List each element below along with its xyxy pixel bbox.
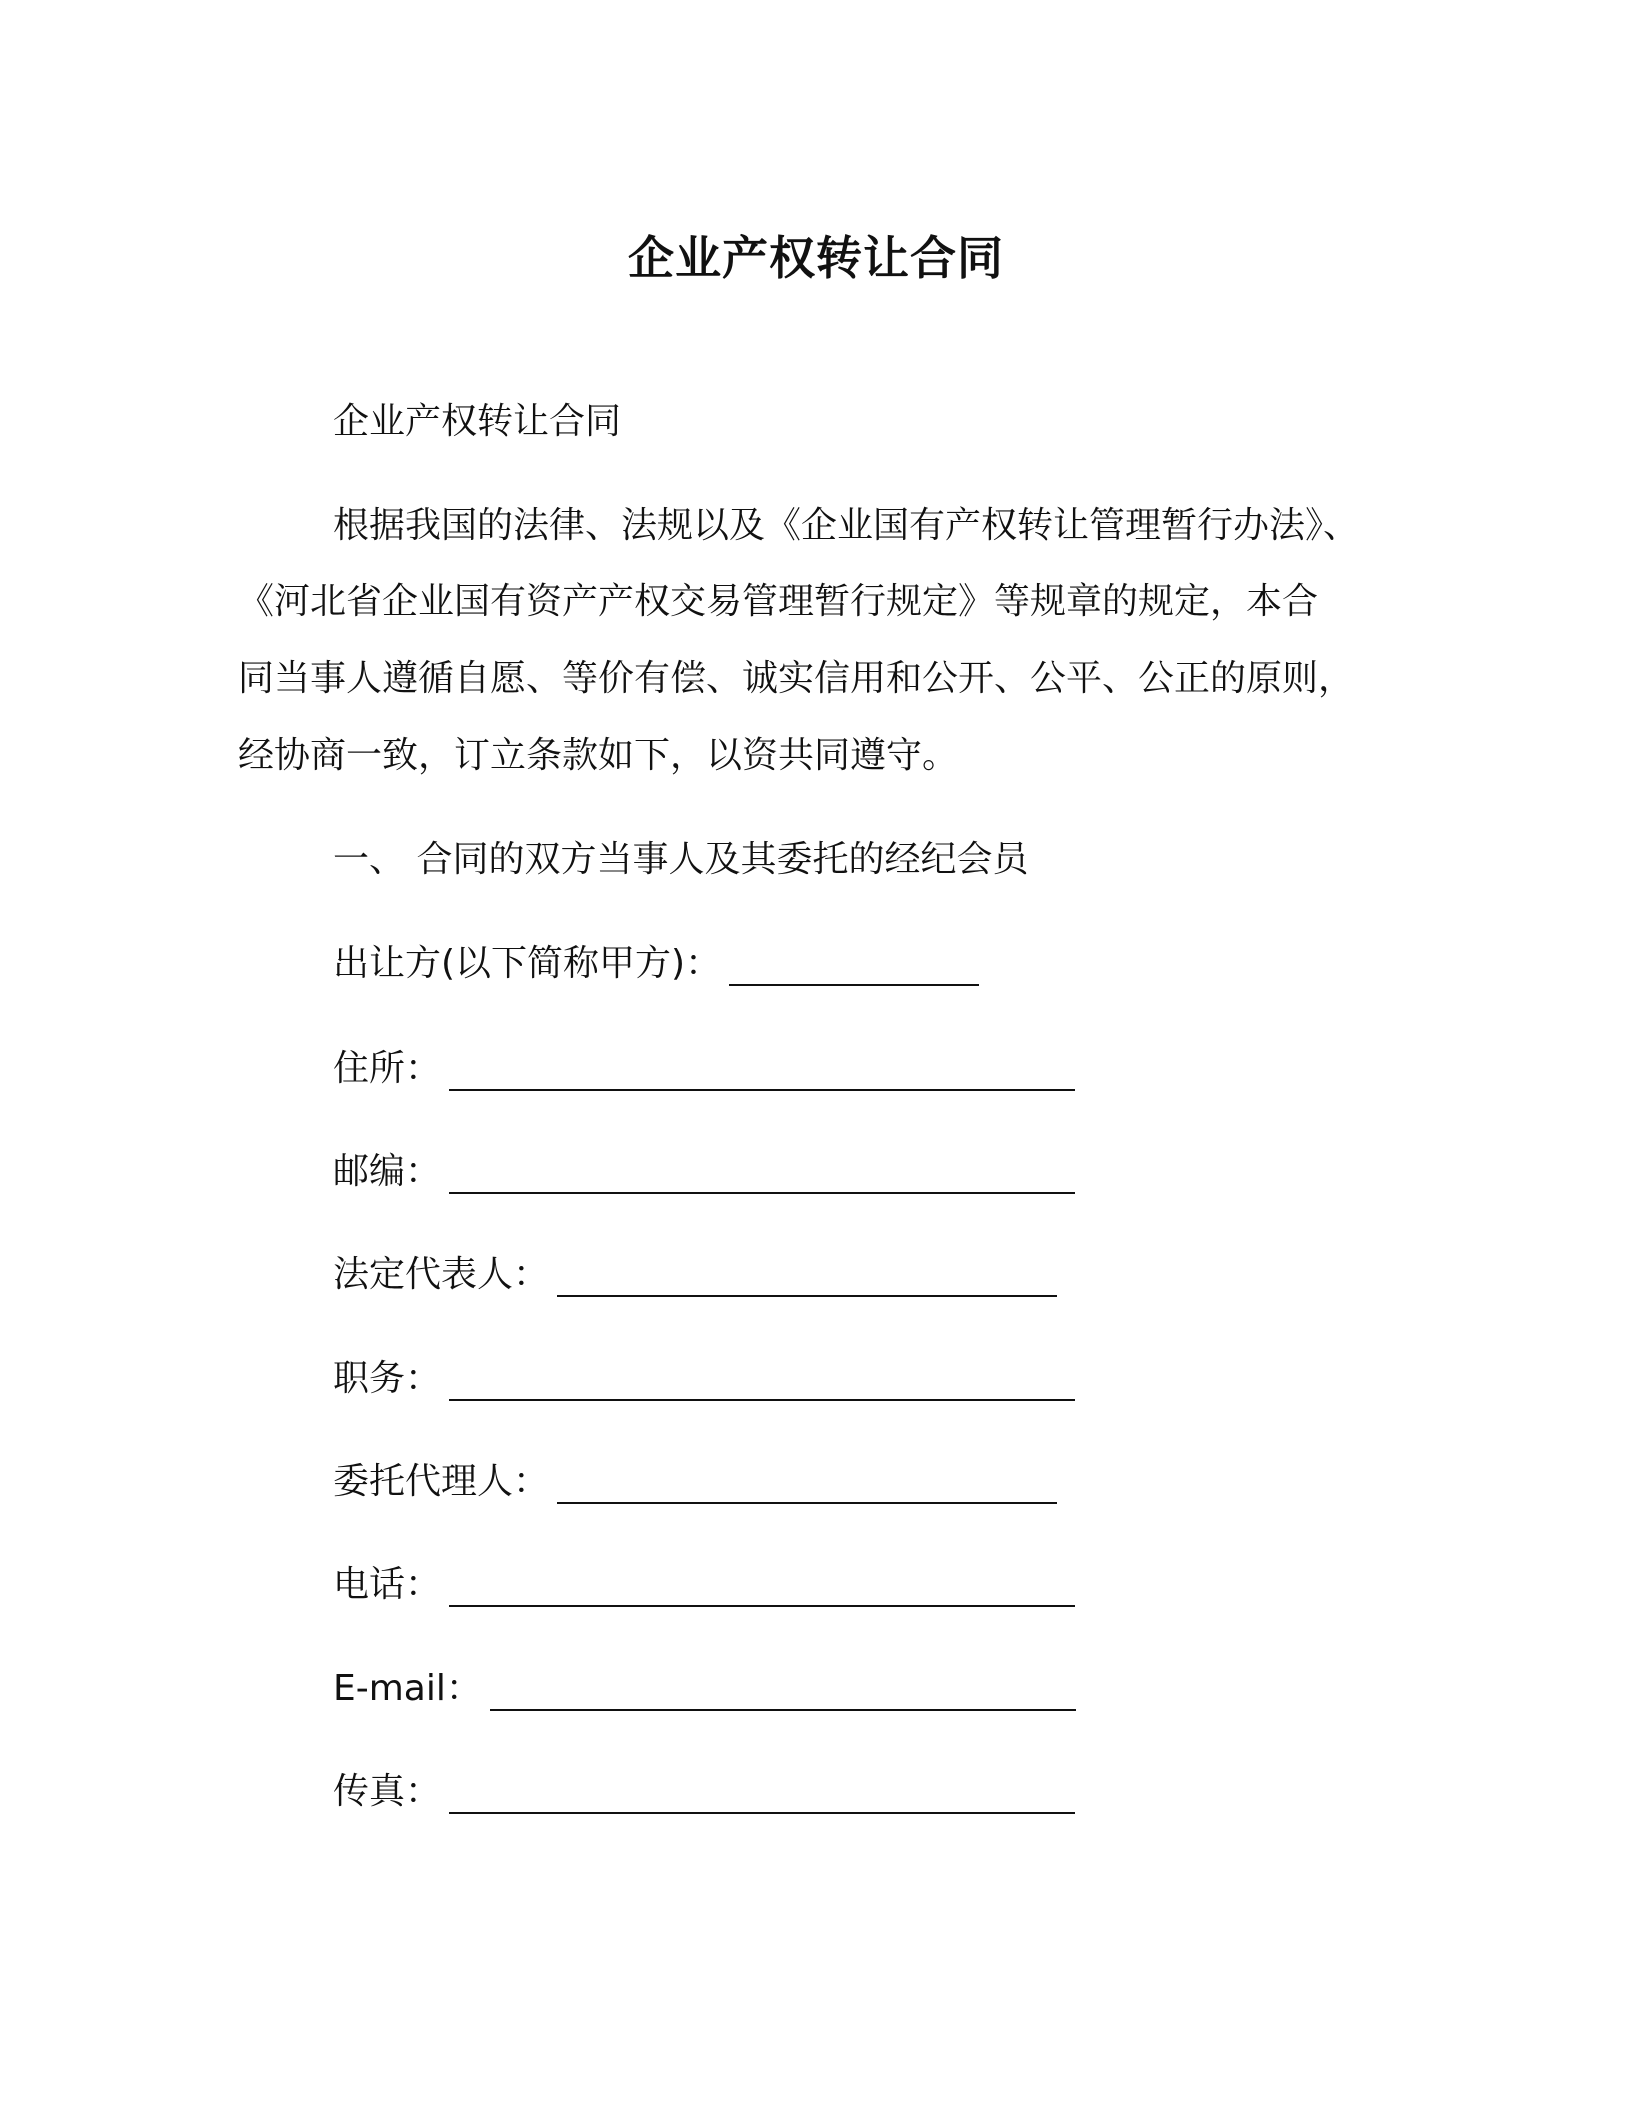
- field-label: 职务：: [333, 1358, 442, 1399]
- fill-in-blank[interactable]: [449, 1156, 1075, 1194]
- field-transferor: [333, 942, 979, 986]
- intro-paragraph-line-2: 《河北省企业国有资产产权交易管理暂行规定》等规章的规定，本合: [238, 581, 1319, 622]
- field-agent: [333, 1460, 1057, 1504]
- intro-paragraph-line-3: 同当事人遵循自愿、等价有偿、诚实信用和公开、公平、公正的原则，: [238, 658, 1355, 699]
- fill-in-blank[interactable]: [449, 1569, 1075, 1607]
- fill-in-blank[interactable]: [449, 1776, 1075, 1814]
- intro-paragraph-line-1: 根据我国的法律、法规以及《企业国有产权转让管理暂行办法》、: [333, 505, 1360, 546]
- fill-in-blank[interactable]: [449, 1363, 1075, 1401]
- field-label: 法定代表人：: [333, 1254, 550, 1295]
- fill-in-blank[interactable]: [490, 1673, 1076, 1711]
- field-email: [333, 1667, 1076, 1711]
- fill-in-blank[interactable]: [449, 1053, 1075, 1091]
- field-label: 电话：: [333, 1564, 442, 1605]
- section-heading: 一、 合同的双方当事人及其委托的经纪会员: [333, 839, 1029, 880]
- field-label: 出让方(以下简称甲方)：: [333, 943, 722, 984]
- field-fax: [333, 1770, 1075, 1814]
- field-label: 住所：: [333, 1048, 442, 1089]
- field-postcode: [333, 1150, 1075, 1194]
- fill-in-blank[interactable]: [557, 1466, 1057, 1504]
- field-label: 委托代理人：: [333, 1461, 550, 1502]
- field-position: [333, 1357, 1075, 1401]
- field-legal-representative: [333, 1253, 1057, 1297]
- field-label: 传真：: [333, 1771, 442, 1812]
- intro-paragraph-line-4: 经协商一致，订立条款如下，以资共同遵守。: [238, 735, 959, 776]
- field-label: E-mail：: [333, 1668, 482, 1709]
- document-title: 企业产权转让合同: [628, 231, 1004, 285]
- fill-in-blank[interactable]: [557, 1259, 1057, 1297]
- document-subtitle: 企业产权转让合同: [333, 401, 622, 442]
- field-label: 邮编：: [333, 1151, 442, 1192]
- field-phone: [333, 1563, 1075, 1607]
- field-address: [333, 1047, 1075, 1091]
- fill-in-blank[interactable]: [729, 948, 979, 986]
